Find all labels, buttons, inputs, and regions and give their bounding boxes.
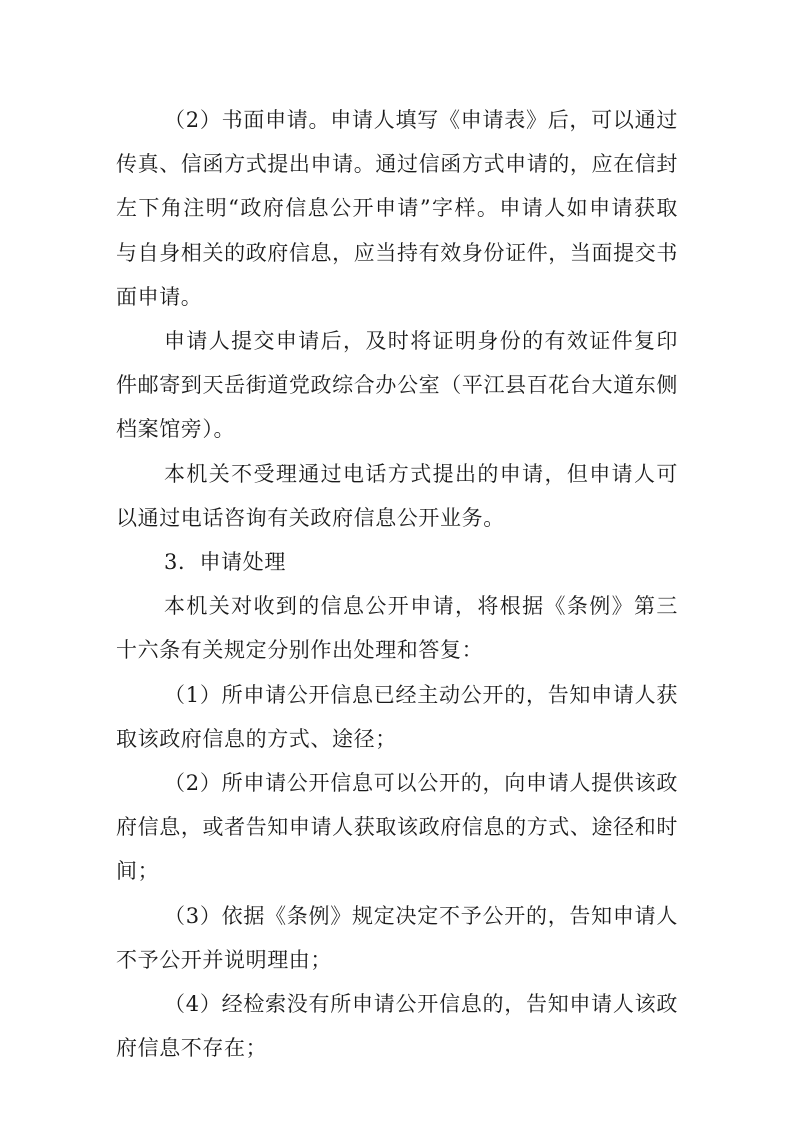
list-item-4: （4）经检索没有所申请公开信息的，告知申请人该政府信息不存在； xyxy=(116,992,678,1061)
paragraph-written-application: （2）书面申请。申请人填写《申请表》后，可以通过传真、信函方式提出申请。通过信函方式申请的，应在信封左下角注明“政府信息公开申请”字样。申请人如申请获取与自身相关的政府信息，应当持有效身份证件，当面提交书面申请。 xyxy=(116,108,678,309)
list-item-1: （1）所申请公开信息已经主动公开的，告知申请人获取该政府信息的方式、途径； xyxy=(116,682,678,751)
section-heading-application-processing: 3．申请处理 xyxy=(164,550,286,575)
list-item-3: （3）依据《条例》规定决定不予公开的，告知申请人不予公开并说明理由； xyxy=(116,903,678,972)
paragraph-processing-intro: 本机关对收到的信息公开申请，将根据《条例》第三十六条有关规定分别作出处理和答复： xyxy=(116,594,678,663)
list-item-2: （2）所申请公开信息可以公开的，向申请人提供该政府信息，或者告知申请人获取该政府信息的方式、途径和时间； xyxy=(116,771,678,884)
paragraph-mail-id-copy: 申请人提交申请后，及时将证明身份的有效证件复印件邮寄到天岳街道党政综合办公室（平江县百花台大道东侧档案馆旁）。 xyxy=(116,329,678,442)
document-body xyxy=(116,98,678,1070)
paragraph-no-phone-applications: 本机关不受理通过电话方式提出的申请，但申请人可以通过电话咨询有关政府信息公开业务。 xyxy=(116,461,678,530)
